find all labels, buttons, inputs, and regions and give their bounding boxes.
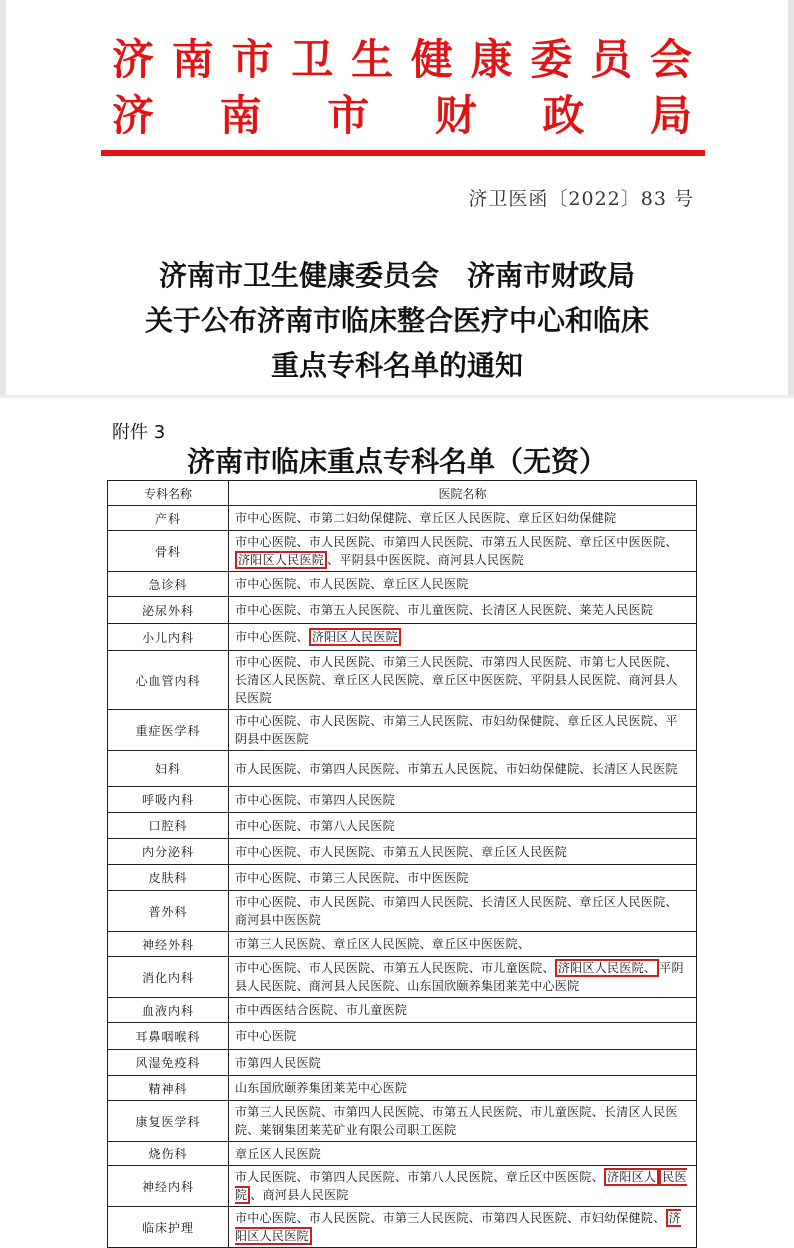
specialty-name: 泌尿外科 — [108, 597, 229, 624]
header-char: 南 — [219, 91, 262, 140]
specialty-name: 神经内科 — [108, 1166, 229, 1207]
table-row — [108, 506, 697, 531]
highlighted-hospital: 济阳区人民医院 — [309, 628, 401, 646]
table-row — [108, 1142, 697, 1166]
hospital-names — [229, 932, 697, 957]
hospital-text: 、平阴县中医医院、商河县人民医院 — [327, 553, 524, 567]
notice-title-line-3: 重点专科名单的通知 — [270, 349, 523, 382]
hospital-text: 市中心医院、 — [235, 630, 309, 644]
hospital-names — [229, 1023, 697, 1050]
specialty-name: 重症医学科 — [108, 710, 229, 751]
hospital-names — [229, 710, 697, 751]
table-row — [108, 891, 697, 932]
highlighted-hospital: 济阳区人民医院 — [235, 1211, 681, 1243]
notice-title-line-1: 济南市卫生健康委员会 济南市财政局 — [158, 259, 635, 292]
hospital-text: 市中心医院、市人民医院、市第四人民医院、长清区人民医院、章丘区人民医院、商河县中医医院 — [235, 895, 678, 927]
hospital-text: 市中心医院、市第二妇幼保健院、章丘区人民医院、章丘区妇幼保健院 — [235, 511, 617, 525]
hospital-names — [229, 506, 697, 531]
header-char: 健 — [410, 35, 453, 84]
header-char: 政 — [542, 91, 585, 140]
hospital-text: 市中心医院、市第三人民医院、市中医医院 — [235, 870, 469, 885]
hospital-text: 市中心医院 — [235, 1029, 297, 1043]
table-row — [108, 1101, 697, 1142]
table-row — [108, 1166, 697, 1207]
hospital-text: 市中心医院、市第四人民医院 — [235, 792, 395, 807]
hospital-names — [229, 531, 697, 572]
table-row — [108, 932, 697, 957]
hospital-text: 市中心医院、市人民医院、市第五人民医院、市儿童医院、 — [235, 961, 555, 975]
specialty-name: 产科 — [108, 506, 229, 531]
table-row — [108, 751, 697, 787]
table-row — [108, 572, 697, 597]
table-row — [108, 624, 697, 651]
hospital-names — [229, 865, 697, 891]
header-char: 济 — [112, 35, 155, 84]
hospital-text: 平阴县人民医院、商河县人民医院、山东国欣颐养集团莱芜中心医院 — [235, 961, 684, 993]
header-char: 员 — [590, 35, 633, 84]
table-row — [108, 787, 697, 813]
hospital-text: 市中西医结合医院、市儿童医院 — [235, 1003, 408, 1017]
table-row — [108, 813, 697, 839]
highlighted-hospital: 民医院 — [235, 1170, 687, 1202]
hospital-text: 市中心医院、市人民医院、市第三人民医院、市第四人民医院、市妇幼保健院、 — [235, 1211, 666, 1225]
hospital-names — [229, 787, 697, 813]
list-title: 济南市临床重点专科名单（无资） — [186, 445, 607, 478]
header-char: 局 — [649, 91, 692, 140]
header-char: 生 — [351, 35, 394, 84]
specialty-name: 内分泌科 — [108, 839, 229, 865]
table-row — [108, 839, 697, 865]
table-row — [108, 957, 697, 998]
page-separator — [0, 395, 794, 398]
specialty-name: 康复医学科 — [108, 1101, 229, 1142]
specialty-name: 临床护理 — [108, 1207, 229, 1248]
specialty-name: 神经外科 — [108, 932, 229, 957]
attachment-label: 附件 3 — [112, 422, 166, 443]
hospital-names — [229, 1207, 697, 1248]
specialty-name: 呼吸内科 — [108, 787, 229, 813]
specialty-name: 心血管内科 — [108, 651, 229, 710]
header-char: 市 — [231, 35, 274, 84]
hospital-text: 市第三人民医院、章丘区人民医院、章丘区中医医院、 — [235, 937, 531, 951]
hospital-text: 市人民医院、市第四人民医院、市第五人民医院、市妇幼保健院、长清区人民医院 — [235, 761, 678, 776]
specialty-name: 骨科 — [108, 531, 229, 572]
hospital-text: 市中心医院、市第五人民医院、市儿童医院、长清区人民医院、莱芜人民医院 — [235, 603, 654, 617]
hospital-names — [229, 891, 697, 932]
red-header-rule — [101, 150, 705, 156]
header-char: 委 — [530, 35, 573, 84]
specialty-name: 精神科 — [108, 1076, 229, 1101]
header-char: 康 — [470, 35, 513, 84]
notice-cover-page — [0, 0, 794, 395]
hospital-names — [229, 1166, 697, 1207]
table-row — [108, 710, 697, 751]
hospital-names — [229, 1050, 697, 1076]
specialty-name: 妇科 — [108, 751, 229, 787]
specialty-name: 风湿免疫科 — [108, 1050, 229, 1076]
table-row — [108, 597, 697, 624]
hospital-names — [229, 957, 697, 998]
hospital-names — [229, 751, 697, 787]
hospital-text: 市第四人民医院 — [235, 1055, 322, 1070]
issuer-header-line-2 — [112, 92, 692, 140]
hospital-names — [229, 572, 697, 597]
highlighted-hospital: 济阳区人 — [604, 1168, 659, 1186]
hospital-text: 山东国欣颐养集团莱芜中心医院 — [235, 1081, 408, 1095]
hospital-text: 市中心医院、市第八人民医院 — [235, 818, 395, 833]
header-char: 财 — [434, 91, 477, 140]
hospital-names — [229, 651, 697, 710]
highlighted-hospital: 济阳区人民医院 — [235, 551, 327, 569]
table-body — [108, 506, 697, 1248]
hospital-names — [229, 1076, 697, 1101]
hospital-names — [229, 1142, 697, 1166]
table-row — [108, 1050, 697, 1076]
table-header-row — [108, 481, 697, 506]
specialty-name: 急诊科 — [108, 572, 229, 597]
column-header-specialty: 专科名称 — [108, 481, 229, 506]
table-row — [108, 531, 697, 572]
table-row — [108, 1023, 697, 1050]
hospital-text: 市中心医院、市人民医院、章丘区人民医院 — [235, 577, 469, 591]
hospital-text: 市中心医院、市人民医院、市第四人民医院、市第五人民医院、章丘区中医医院、 — [235, 535, 678, 549]
specialty-name: 血液内科 — [108, 998, 229, 1023]
table-row — [108, 865, 697, 891]
hospital-text: 市中心医院、市人民医院、市第三人民医院、市妇幼保健院、章丘区人民医院、平阴县中医医院 — [235, 714, 678, 746]
specialty-name: 口腔科 — [108, 813, 229, 839]
table-row — [108, 1076, 697, 1101]
header-char: 会 — [649, 35, 692, 84]
hospital-text: 市中心医院、市人民医院、市第五人民医院、章丘区人民医院 — [235, 844, 568, 859]
specialty-name: 耳鼻咽喉科 — [108, 1023, 229, 1050]
hospital-text: 、商河县人民医院 — [250, 1188, 349, 1202]
specialty-table — [107, 480, 697, 1248]
specialty-name: 烧伤科 — [108, 1142, 229, 1166]
hospital-names — [229, 624, 697, 651]
hospital-text: 市人民医院、市第四人民医院、市第八人民医院、章丘区中医医院、 — [235, 1170, 605, 1184]
hospital-text: 市中心医院、市人民医院、市第三人民医院、市第四人民医院、市第七人民医院、长清区人民医院、章丘区人民医院、章丘区中医医院、平阴县人民医院、商河县人民医院 — [235, 655, 678, 705]
header-char: 市 — [327, 91, 370, 140]
hospital-text: 章丘区人民医院 — [235, 1146, 322, 1161]
column-header-hospitals: 医院名称 — [229, 481, 697, 506]
hospital-names — [229, 1101, 697, 1142]
hospital-names — [229, 839, 697, 865]
table-row — [108, 651, 697, 710]
header-char: 南 — [171, 35, 214, 84]
specialty-name: 消化内科 — [108, 957, 229, 998]
specialty-name: 皮肤科 — [108, 865, 229, 891]
specialty-name: 小儿内科 — [108, 624, 229, 651]
header-char: 卫 — [291, 35, 334, 84]
hospital-names — [229, 813, 697, 839]
document-number: 济卫医函〔2022〕83 号 — [468, 188, 694, 210]
hospital-names — [229, 998, 697, 1023]
table-row — [108, 998, 697, 1023]
hospital-names — [229, 597, 697, 624]
issuer-header-line-1 — [112, 36, 692, 84]
specialty-name: 普外科 — [108, 891, 229, 932]
hospital-text: 市第三人民医院、市第四人民医院、市第五人民医院、市儿童医院、长清区人民医院、莱钢集团莱芜矿业有限公司职工医院 — [235, 1105, 678, 1137]
header-char: 济 — [112, 91, 155, 140]
highlighted-hospital: 济阳区人民医院、 — [555, 959, 659, 977]
table-row — [108, 1207, 697, 1248]
notice-title-line-2: 关于公布济南市临床整合医疗中心和临床 — [144, 304, 649, 337]
